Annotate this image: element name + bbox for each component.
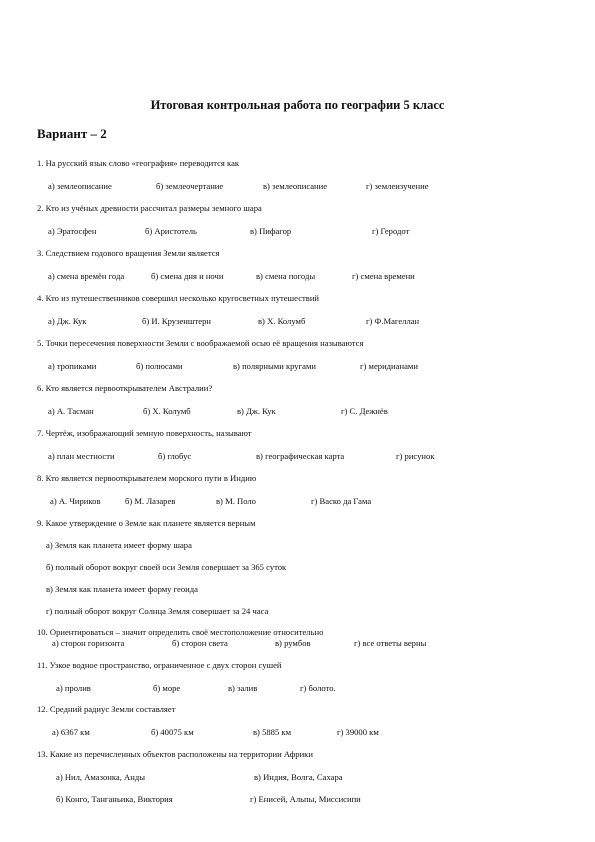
- q13-option-c: в) Индия, Волга, Сахара: [254, 772, 343, 782]
- page-title: Итоговая контрольная работа по географии 5 класс: [150, 98, 445, 112]
- q13-option-d: г) Енисей, Альпы, Миссисипи: [250, 794, 361, 804]
- q10-option-d: г) все ответы верны: [354, 638, 427, 648]
- q6-option-c: в) Дж. Кук: [237, 406, 276, 416]
- q6-option-d: г) С. Дежнёв: [341, 406, 388, 416]
- q11-option-a: а) пролив: [56, 683, 91, 693]
- question-10: 10. Ориентироваться – значит определить своё местоположение относительно: [37, 627, 324, 637]
- variant-heading: Вариант – 2: [37, 126, 107, 141]
- q10-option-c: в) румбов: [275, 638, 311, 648]
- q9-option-a: а) Земля как планета имеет форму шара: [46, 540, 192, 550]
- question-9: 9. Какое утверждение о Земле как планете является верным: [37, 518, 256, 528]
- q1-option-a: а) землеописание: [48, 181, 112, 191]
- q1-option-d: г) землеизучение: [366, 181, 429, 191]
- q13-option-b: б) Конго, Танганьика, Виктория: [56, 794, 173, 804]
- q12-option-a: а) 6367 км: [52, 727, 90, 737]
- q9-option-d: г) полный оборот вокруг Солнца Земля совершает за 24 часа: [46, 606, 269, 616]
- q2-option-a: а) Эратосфен: [48, 226, 97, 236]
- q8-option-c: в) М. Поло: [216, 496, 256, 506]
- q8-option-a: а) А. Чириков: [50, 496, 101, 506]
- q9-option-c: в) Земля как планета имеет форму геоида: [46, 584, 198, 594]
- q11-option-b: б) море: [153, 683, 181, 693]
- q7-option-d: г) рисунок: [396, 451, 435, 461]
- q1-option-c: в) землеописание: [263, 181, 328, 191]
- q12-option-c: в) 5885 км: [253, 727, 292, 737]
- q3-option-d: г) смена времени: [352, 271, 415, 281]
- q12-option-b: б) 40075 км: [151, 727, 194, 737]
- q11-option-c: в) залив: [228, 683, 258, 693]
- question-1: 1. На русский язык слово «география» переводится как: [37, 158, 240, 168]
- question-13: 13. Какие из перечисленных объектов расположены на территории Африки: [37, 749, 313, 759]
- question-11: 11. Узкое водное пространство, ограниченное с двух сторон сушей: [37, 660, 282, 670]
- q2-option-c: в) Пифагор: [250, 226, 292, 236]
- q8-option-b: б) М. Лазарев: [125, 496, 176, 506]
- question-6: 6. Кто является первооткрывателем Австралии?: [37, 383, 213, 393]
- q9-option-b: б) полный оборот вокруг своей оси Земля совершает за 365 суток: [46, 562, 287, 572]
- q12-option-d: г) 39000 км: [337, 727, 379, 737]
- q10-option-b: б) сторон света: [172, 638, 228, 648]
- q3-option-b: б) смена дня и ночи: [151, 271, 224, 281]
- q1-option-b: б) землеочертание: [156, 181, 224, 191]
- q5-option-c: в) полярными кругами: [233, 361, 316, 371]
- q10-option-a: а) сторон горизонта: [52, 638, 125, 648]
- question-7: 7. Чертёж, изображающий земную поверхность, называют: [37, 428, 252, 438]
- q7-option-b: б) глобус: [158, 451, 192, 461]
- q3-option-c: в) смена погоды: [256, 271, 316, 281]
- q8-option-d: г) Васко да Гама: [311, 496, 372, 506]
- question-8: 8. Кто является первооткрывателем морского пути в Индию: [37, 473, 257, 483]
- q4-option-d: г) Ф.Магеллан: [366, 316, 420, 326]
- q4-option-c: в) Х. Колумб: [258, 316, 306, 326]
- q6-option-a: а) А. Тасман: [48, 406, 94, 416]
- question-3: 3. Следствием годового вращения Земли является: [37, 248, 220, 258]
- q7-option-a: а) план местности: [48, 451, 115, 461]
- q5-option-b: б) полюсами: [136, 361, 183, 371]
- question-12: 12. Средний радиус Земли составляет: [37, 704, 176, 714]
- q11-option-d: г) болото.: [300, 683, 336, 693]
- q13-option-a: а) Нил, Амазонка, Анды: [56, 772, 145, 782]
- q2-option-d: г) Геродот: [372, 226, 410, 236]
- question-5: 5. Точки пересечения поверхности Земли с воображаемой осью её вращения называются: [37, 338, 364, 348]
- q4-option-a: а) Дж. Кук: [48, 316, 87, 326]
- q4-option-b: б) И. Крузенштерн: [142, 316, 211, 326]
- q3-option-a: а) смена времён года: [48, 271, 125, 281]
- q2-option-b: б) Аристотель: [145, 226, 197, 236]
- q5-option-d: г) меридианами: [360, 361, 418, 371]
- q6-option-b: б) Х. Колумб: [143, 406, 191, 416]
- question-4: 4. Кто из путешественников совершил несколько кругосветных путешествий: [37, 293, 320, 303]
- question-2: 2. Кто из учёных древности рассчитал размеры земного шара: [37, 203, 262, 213]
- q7-option-c: в) географическая карта: [256, 451, 345, 461]
- q5-option-a: а) тропиками: [48, 361, 97, 371]
